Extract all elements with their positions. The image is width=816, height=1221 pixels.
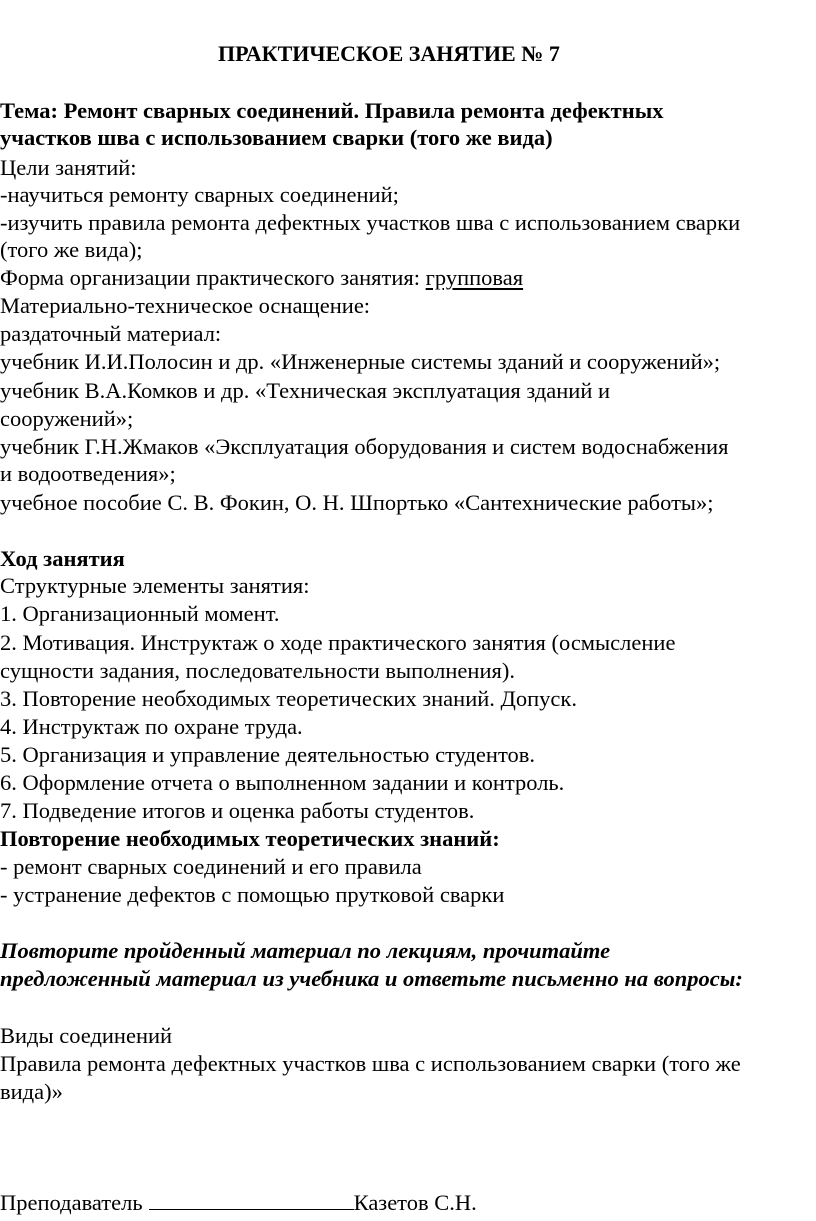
book-1: учебник И.И.Полосин и др. «Инженерные системы зданий и сооружений»;: [0, 349, 721, 374]
goal-item-2-line-1: -изучить правила ремонта дефектных участков шва с использованием сварки: [0, 210, 741, 235]
question-2-line-1: Правила ремонта дефектных участков шва с использованием сварки (того же: [0, 1051, 741, 1076]
step-5: 5. Организация и управление деятельностью студентов.: [0, 742, 535, 767]
theory-item-2: - устранение дефектов с помощью прутковой сварки: [0, 882, 505, 907]
assignment-line-2: предложенный материал из учебника и ответьте письменно на вопросы:: [0, 966, 743, 991]
signature-blank: [149, 1189, 354, 1210]
step-7: 7. Подведение итогов и оценка работы студентов.: [0, 798, 475, 823]
form-value: групповая: [425, 265, 524, 290]
step-6: 6. Оформление отчета о выполненном задании и контроль.: [0, 770, 565, 795]
form-line: [0, 264, 523, 291]
topic-line-1: Тема: Ремонт сварных соединений. Правила ремонта дефектных: [0, 98, 664, 123]
book-2-line-1: учебник В.А.Комков и др. «Техническая эксплуатация зданий и: [0, 378, 611, 403]
handout-label: раздаточный материал:: [0, 321, 222, 346]
book-3-line-1: учебник Г.Н.Жмаков «Эксплуатация оборудования и систем водоснабжения: [0, 434, 729, 459]
assignment-line-1: Повторите пройденный материал по лекциям, прочитайте: [0, 938, 611, 963]
book-4: учебное пособие С. В. Фокин, О. Н. Шпортько «Сантехнические работы»;: [0, 490, 714, 515]
form-label: Форма организации практического занятия:: [0, 265, 426, 290]
teacher-name: Казетов С.Н.: [353, 1190, 477, 1215]
step-4: 4. Инструктаж по охране труда.: [0, 714, 303, 739]
question-2-line-2: вида)»: [0, 1079, 63, 1104]
signature-line: [0, 1189, 477, 1216]
goal-item-1: -научиться ремонту сварных соединений;: [0, 182, 399, 207]
goal-item-2-line-2: (того же вида);: [0, 237, 143, 262]
course-heading: Ход занятия: [0, 546, 125, 571]
step-2-line-2: сущности задания, последовательности выполнения).: [0, 658, 515, 683]
goals-heading: Цели занятий:: [0, 155, 137, 180]
step-1: 1. Организационный момент.: [0, 601, 280, 626]
question-1: Виды соединений: [0, 1023, 173, 1048]
book-3-line-2: и водоотведения»;: [0, 461, 176, 486]
page-title: ПРАКТИЧЕСКОЕ ЗАНЯТИЕ № 7: [218, 41, 560, 66]
book-2-line-2: сооружений»;: [0, 406, 134, 431]
theory-heading: Повторение необходимых теоретических знаний:: [0, 826, 500, 851]
step-2-line-1: 2. Мотивация. Инструктаж о ходе практического занятия (осмысление: [0, 630, 676, 655]
signature-label: Преподаватель: [0, 1190, 143, 1215]
equipment-heading: Материально-техническое оснащение:: [0, 293, 371, 318]
step-3: 3. Повторение необходимых теоретических знаний. Допуск.: [0, 686, 577, 711]
theory-item-1: - ремонт сварных соединений и его правила: [0, 854, 422, 879]
structure-heading: Структурные элементы занятия:: [0, 573, 310, 598]
topic-line-2: участков шва с использованием сварки (того же вида): [0, 125, 553, 150]
